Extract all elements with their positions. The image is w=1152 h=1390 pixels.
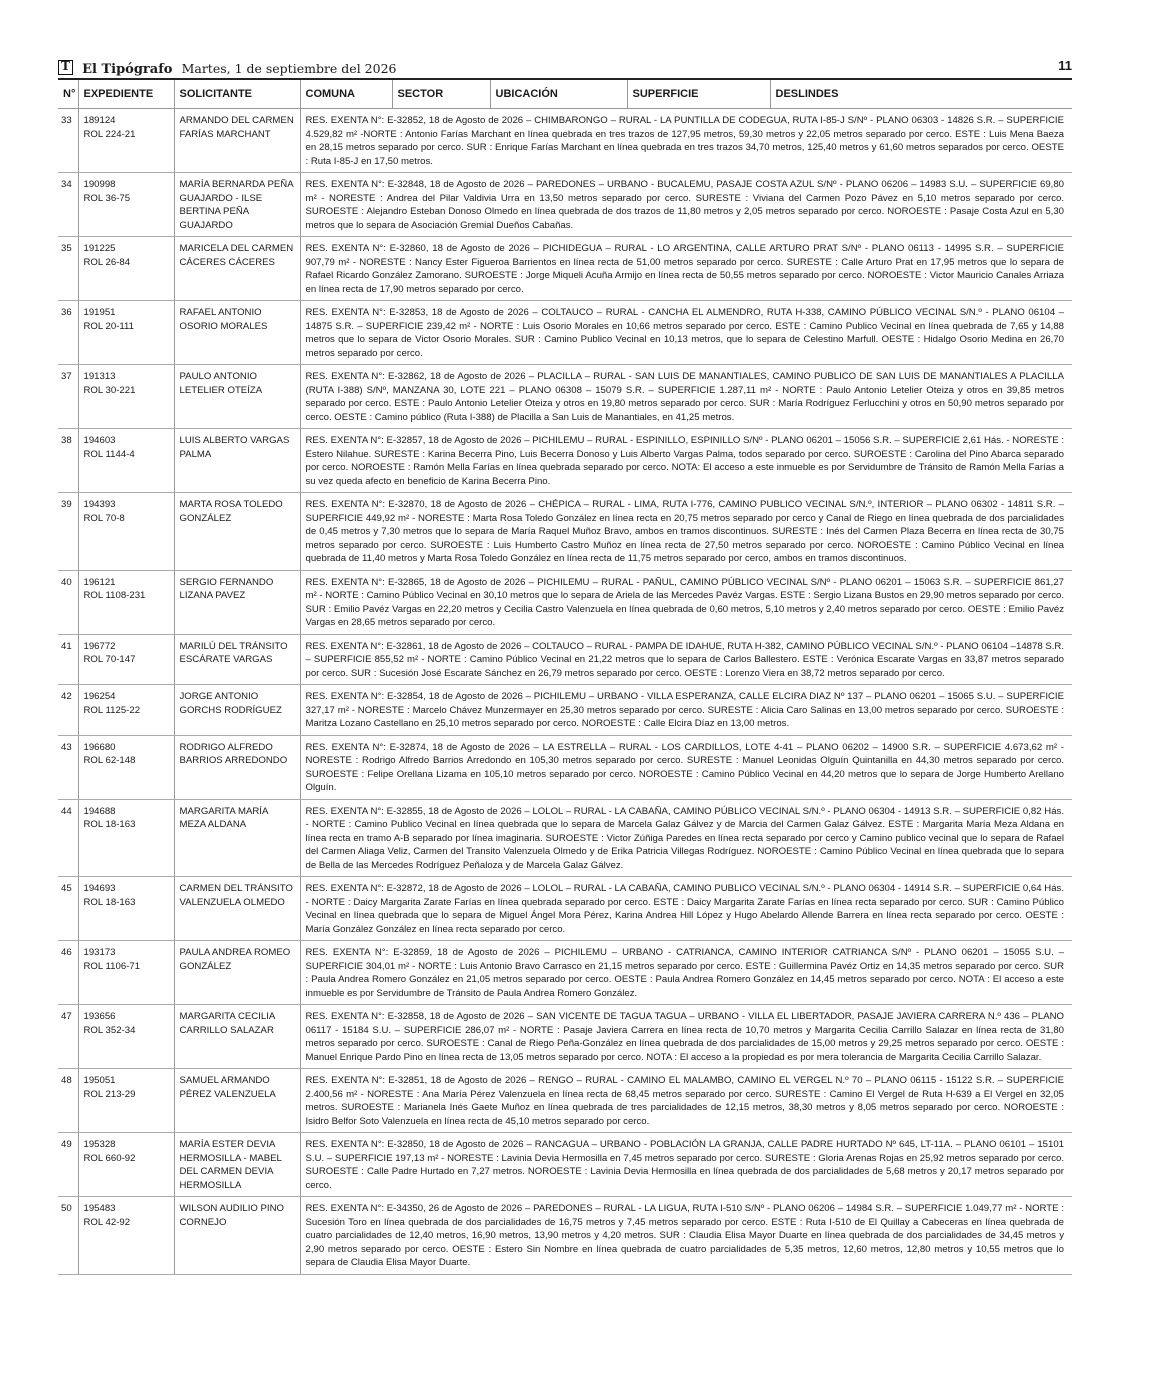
solicitante-cell: MARÍA ESTER DEVIA HERMOSILLA - MABEL DEL CARMEN DEVIA HERMOSILLA bbox=[174, 1133, 300, 1197]
table-row bbox=[58, 1133, 1072, 1197]
masthead bbox=[58, 58, 1072, 76]
expediente-cell bbox=[78, 685, 174, 736]
rol-number: ROL 660-92 bbox=[83, 1152, 136, 1164]
solicitante-cell: MARTA ROSA TOLEDO GONZÁLEZ bbox=[174, 493, 300, 571]
solicitante-cell: PAULO ANTONIO LETELIER OTEÍZA bbox=[174, 365, 300, 429]
row-number: 39 bbox=[58, 493, 78, 571]
deslindes-detail-cell: RES. EXENTA N°: E-32857, 18 de Agosto de 2026 – PICHILEMU – RURAL - ESPINILLO, ESPINILLO S/Nº - PLANO 06201 – 15056 S.R. – SUPERFICIE 2,61 Hás. - NORESTE : Estero Nilahue. SURESTE : Karina Becerra Pino, Luis Becerra Donoso y Luis Alberto Vargas Palma, todos separado por cerco. SUROESTE : Carolina del Pino Abarca separado por cerco. NOROESTE : Ramón Mella Farías en línea quebrada separado por cerco. NOTA: El acceso a este inmueble es por Servidumbre de Tránsito de Ramón Mella Farías a su vez queda afecto en beneficio de Karina Becerra Pino. bbox=[300, 429, 1072, 493]
deslindes-detail-cell: RES. EXENTA N°: E-32850, 18 de Agosto de 2026 – RANCAGUA – URBANO - POBLACIÓN LA GRANJA, CALLE PADRE HURTADO Nº 645, LT-11A. – PLANO 06101 – 15101 S.U. – SUPERFICIE 197,13 m² - NORESTE : Lavinia Devia Hermosilla en 7,45 metros separado por cerco. SURESTE : Gloria Arenas Rojas en 25,92 metros separado por cerco. SUROESTE : Calle Padre Hurtado en 7,27 metros. NOROESTE : Lavinia Devia Hermosilla en línea quebrada de dos parcialidades de 5,68 metros y 20,17 metros separado por cerco. bbox=[300, 1133, 1072, 1197]
deslindes-detail-cell: RES. EXENTA N°: E-32855, 18 de Agosto de 2026 – LOLOL – RURAL - LA CABAÑA, CAMINO PÚBLICO VECINAL S/N.º - PLANO 06304 - 14913 S.R. – SUPERFICIE 0,82 Hás. - NORTE : Camino Publico Vecinal en línea quebrada que lo separa de Marcela Galaz Gálvez y de Marcia del Carmen Galaz Gálvez. ESTE : Margarita María Meza Aldana en línea recta en tramo A-B separado por línea imaginaria. SUROESTE : Victor Zúñiga Paredes en línea recta separado por cerco y Camino publico vecinal que lo separa de Rafael del Carmen Aliaga Veliz, Carmen del Transito Valenzuela Olmedo y de Erika Patricia Villegas Rodríguez. NOROESTE : Camino Público Vecinal en línea quebrada que lo separa de Bella de las Mercedes Rodríguez Peñaloza y de Marcela Galaz Gálvez. bbox=[300, 799, 1072, 877]
expediente-cell bbox=[78, 365, 174, 429]
table-row bbox=[58, 493, 1072, 571]
solicitante-cell: JORGE ANTONIO GORCHS RODRÍGUEZ bbox=[174, 685, 300, 736]
table-row bbox=[58, 109, 1072, 173]
column-header-ubicacion: UBICACIÓN bbox=[490, 79, 627, 109]
solicitante-cell: MARILÚ DEL TRÁNSITO ESCÁRATE VARGAS bbox=[174, 634, 300, 685]
rol-number: ROL 1106-71 bbox=[83, 960, 141, 972]
solicitante-cell: PAULA ANDREA ROMEO GONZÁLEZ bbox=[174, 941, 300, 1005]
rol-number: ROL 20-111 bbox=[83, 320, 134, 332]
column-header-deslindes: DESLINDES bbox=[770, 79, 1072, 109]
expediente-number: 193173 bbox=[83, 947, 116, 958]
expediente-number: 194688 bbox=[83, 805, 116, 817]
solicitante-cell: LUIS ALBERTO VARGAS PALMA bbox=[174, 429, 300, 493]
deslindes-detail-cell: RES. EXENTA N°: E-32852, 18 de Agosto de 2026 – CHIMBARONGO – RURAL - LA PUNTILLA DE CODEGUA, RUTA I-85-J S/Nº - PLANO 06303 - 14826 S.R. – SUPERFICIE 4.529,82 m² -NORTE : Antonio Farías Marchant en línea quebrada en tres trazos de 127,95 metros, 59,30 metros y 22,05 metros separado por cerco. ESTE : Luis Mena Baeza en 28,15 metros separado por cerco. SUR : Enrique Farías Marchant en línea quebrada en tres trazos 34,70 metros, 125,40 metros y 61,60 metros separados por cerco. OESTE : Ruta I-85-J en 17,50 metros. bbox=[300, 109, 1072, 173]
rol-number: ROL 70-147 bbox=[83, 654, 136, 665]
table-row bbox=[58, 1005, 1072, 1069]
rol-number: ROL 213-29 bbox=[83, 1088, 136, 1100]
rol-number: ROL 18-163 bbox=[83, 819, 136, 830]
row-number: 47 bbox=[58, 1005, 78, 1069]
deslindes-detail-cell: RES. EXENTA N°: E-32872, 18 de Agosto de 2026 – LOLOL – RURAL - LA CABAÑA, CAMINO PUBLICO VECINAL S/N.º - PLANO 06304 - 14914 S.R. – SUPERFICIE 0,64 Hás. - NORTE : Daicy Margarita Zarate Farías en línea quebrada separado por cerco. ESTE : Daicy Margarita Zarate Farías en línea recta separado por cerco. SUR : Camino Público Vecinal en línea quebrada que lo separa de Miguel Ángel Mora Pérez, Karina Andrea Hill López y Hugo Abelardo Allende Barrera en línea recta separado por cerco. OESTE : María González González en línea recta separado por cerco. bbox=[300, 877, 1072, 941]
expediente-cell bbox=[78, 799, 174, 877]
table-row bbox=[58, 365, 1072, 429]
solicitante-cell: RAFAEL ANTONIO OSORIO MORALES bbox=[174, 301, 300, 365]
expediente-cell bbox=[78, 1197, 174, 1275]
row-number: 36 bbox=[58, 301, 78, 365]
expediente-cell bbox=[78, 1133, 174, 1197]
solicitante-cell: RODRIGO ALFREDO BARRIOS ARREDONDO bbox=[174, 735, 300, 799]
solicitante-cell: SAMUEL ARMANDO PÉREZ VALENZUELA bbox=[174, 1069, 300, 1133]
row-number: 33 bbox=[58, 109, 78, 173]
solicitante-cell: MARGARITA CECILIA CARRILLO SALAZAR bbox=[174, 1005, 300, 1069]
expediente-number: 191313 bbox=[83, 371, 116, 382]
expediente-number: 191225 bbox=[83, 243, 116, 254]
table-row bbox=[58, 301, 1072, 365]
expediente-cell bbox=[78, 735, 174, 799]
expediente-number: 194393 bbox=[83, 499, 116, 510]
expediente-cell bbox=[78, 634, 174, 685]
rol-number: ROL 30-221 bbox=[83, 384, 136, 396]
expediente-cell bbox=[78, 877, 174, 941]
table-row bbox=[58, 941, 1072, 1005]
table-row bbox=[58, 634, 1072, 685]
row-number: 40 bbox=[58, 570, 78, 634]
row-number: 42 bbox=[58, 685, 78, 736]
rol-number: ROL 42-92 bbox=[83, 1216, 131, 1228]
expediente-number: 195051 bbox=[83, 1075, 116, 1086]
expediente-cell bbox=[78, 301, 174, 365]
row-number: 49 bbox=[58, 1133, 78, 1197]
row-number: 48 bbox=[58, 1069, 78, 1133]
page-number: 11 bbox=[1058, 58, 1072, 73]
deslindes-detail-cell: RES. EXENTA N°: E-34350, 26 de Agosto de 2026 – PAREDONES – RURAL - LA LIGUA, RUTA I-510 S/Nº - PLANO 06206 – 14984 S.R. – SUPERFICIE 1.049,77 m² - NORTE : Sucesión Toro en línea quebrada de dos parcialidades de 16,75 metros y 7,45 metros separado por cerco. ESTE : Ruta I-510 de El Quillay a Cabeceras en línea quebrada de cuatro parcialidades de 12,40 metros, 16,90 metros, 13,90 metros y 4,20 metros. SUR : Claudia Elisa Mayor Duarte en línea quebrada de dos parcialidades de 34,45 metros y 2,90 metros separado por cerco. OESTE : Estero Sin Nombre en línea quebrada de cuatro parcialidades de 5,35 metros, 12,60 metros, 12,80 metros y 10,55 metros que lo separa de Claudia Elisa Mayor Duarte. bbox=[300, 1197, 1072, 1275]
expediente-cell bbox=[78, 1069, 174, 1133]
expediente-number: 190998 bbox=[83, 179, 116, 190]
table-row bbox=[58, 173, 1072, 237]
column-header-expediente: EXPEDIENTE bbox=[78, 79, 174, 109]
row-number: 50 bbox=[58, 1197, 78, 1275]
row-number: 35 bbox=[58, 237, 78, 301]
expediente-cell bbox=[78, 429, 174, 493]
solicitante-cell: CARMEN DEL TRÁNSITO VALENZUELA OLMEDO bbox=[174, 877, 300, 941]
rol-number: ROL 1144-4 bbox=[83, 448, 135, 460]
rol-number: ROL 36-75 bbox=[83, 192, 131, 204]
solicitante-cell: WILSON AUDILIO PINO CORNEJO bbox=[174, 1197, 300, 1275]
expediente-number: 195483 bbox=[83, 1203, 116, 1214]
table-row bbox=[58, 429, 1072, 493]
deslindes-detail-cell: RES. EXENTA N°: E-32862, 18 de Agosto de 2026 – PLACILLA – RURAL - SAN LUIS DE MANANTIALES, CAMINO PUBLICO DE SAN LUIS DE MANANTIALES A PLACILLA (RUTA I-388) S/Nº, MANZANA 30, LOTE 221 – PLANO 06308 – 15079 S.R. – SUPERFICIE 1.287,11 m² - NORTE : Paulo Antonio Letelier Oteiza y otros en 39,85 metros separado por cerco. ESTE : Paulo Antonio Letelier Oteiza y otros en 19,80 metros separado por cerco. SUR : María Rodríguez Ferlucchini y otros en 50,90 metros separado por cerco. OESTE : Camino público (Ruta I-388) de Placilla a San Luis de Manantiales, en 41,25 metros. bbox=[300, 365, 1072, 429]
expediente-cell bbox=[78, 237, 174, 301]
rol-number: ROL 26-84 bbox=[83, 256, 131, 268]
deslindes-detail-cell: RES. EXENTA N°: E-32858, 18 de Agosto de 2026 – SAN VICENTE DE TAGUA TAGUA – URBANO - VILLA EL LIBERTADOR, PASAJE JAVIERA CARRERA N.º 436 – PLANO 06117 - 15184 S.U. – SUPERFICIE 286,07 m² - NORTE : Pasaje Javiera Carrera en línea recta de 10,70 metros y Margarita Cecilia Carrillo Salazar en línea recta de 31,80 metros separado por cerco. SUROESTE : Canal de Riego Peña-González en línea quebrada de dos parcialidades de 15,00 metros y 29,25 metros separado por cerco. OESTE : Manuel Enrique Pardo Pino en línea recta de 13,05 metros separado por cerco. NOTA : El acceso a la propiedad es por mera tolerancia de Margarita Cecilia Carrillo Salazar. bbox=[300, 1005, 1072, 1069]
expediente-cell bbox=[78, 493, 174, 571]
row-number: 34 bbox=[58, 173, 78, 237]
rol-number: ROL 224-21 bbox=[83, 128, 136, 140]
expediente-cell bbox=[78, 570, 174, 634]
deslindes-detail-cell: RES. EXENTA N°: E-32853, 18 de Agosto de 2026 – COLTAUCO – RURAL - CANCHA EL ALMENDRO, RUTA H-338, CAMINO PÚBLICO VECINAL S/N.º - PLANO 06104 – 14875 S.R. – SUPERFICIE 239,42 m² - NORTE : Luis Osorio Morales en 10,66 metros separado por cerco. ESTE : Camino Publico Vecinal en línea quebrada de 7,65 y 14,88 metros que lo separa de Victor Osorio Morales. SUR : Camino Publico Vecinal en 10,13 metros, que lo separa de Celestino Marfull. OESTE : Hidalgo Osorio Medina en 26,70 metros separado por cerco. bbox=[300, 301, 1072, 365]
deslindes-detail-cell: RES. EXENTA N°: E-32859, 18 de Agosto de 2026 – PICHILEMU – URBANO - CATRIANCA, CAMINO INTERIOR CATRIANCA S/Nº - PLANO 06201 – 15055 S.U. – SUPERFICIE 304,01 m² - NORTE : Luis Antonio Bravo Carrasco en 21,15 metros separado por cerco. ESTE : Guillermina Pavéz Ortiz en 14,35 metros separado por cerco. SUR : Paula Andrea Romero González en 21,05 metros separado por cerco. OESTE : Paula Andrea Romero González en 14,45 metros separado por cerco. NOTA : El acceso a este inmueble es por Servidumbre de Tránsito de Paula Andrea Romero González. bbox=[300, 941, 1072, 1005]
table-row bbox=[58, 1069, 1072, 1133]
expediente-number: 196680 bbox=[83, 741, 116, 753]
expediente-cell bbox=[78, 1005, 174, 1069]
solicitante-cell: MARGARITA MARÍA MEZA ALDANA bbox=[174, 799, 300, 877]
table-row bbox=[58, 1197, 1072, 1275]
table-row bbox=[58, 877, 1072, 941]
expediente-number: 195328 bbox=[83, 1139, 116, 1150]
deslindes-detail-cell: RES. EXENTA N°: E-32854, 18 de Agosto de 2026 – PICHILEMU – URBANO - VILLA ESPERANZA, CALLE ELCIRA DIAZ Nº 137 – PLANO 06201 – 15065 S.U. – SUPERFICIE 327,17 m² - NORESTE : Marcelo Chávez Munzermayer en 25,30 metros separado por cerco. SURESTE : Alicia Caro Salinas en 13,00 metros separado por cerco. SUROESTE : Maritza Lozano Castellano en 25,10 metros separado por cerco. NOROESTE : Calle Elcira Díaz en 13,00 metros. bbox=[300, 685, 1072, 736]
deslindes-detail-cell: RES. EXENTA N°: E-32861, 18 de Agosto de 2026 – COLTAUCO – RURAL - PAMPA DE IDAHUE, RUTA H-382, CAMINO PÚBLICO VECINAL S/N.º - PLANO 06104 –14878 S.R. – SUPERFICIE 855,52 m² - NORTE : Camino Público Vecinal en 21,22 metros que lo separa de Carlos Ballestero. ESTE : Verónica Escarate Vargas en 33,87 metros separado por cerco. SUR : Sucesión José Escarate Sánchez en 26,79 metros separado por cerco. OESTE : Lorenzo Viera en 38,72 metros separado por cerco. bbox=[300, 634, 1072, 685]
table-row bbox=[58, 570, 1072, 634]
table-body bbox=[58, 109, 1072, 1275]
deslindes-detail-cell: RES. EXENTA N°: E-32874, 18 de Agosto de 2026 – LA ESTRELLA – RURAL - LOS CARDILLOS, LOTE 4-41 – PLANO 06202 – 14900 S.R. – SUPERFICIE 4.673,62 m² - NORESTE : Rodrigo Alfredo Barrios Arredondo en 105,30 metros separado por cerco. SURESTE : Manuel Leonidas Olguín Quintanilla en 44,30 metros separado por cerco. SUROESTE : Felipe Orellana Lizama en 105,10 metros separado por cerco. NOROESTE : Camino Público Vecinal en 44,20 metros que lo separa de Jorge Humberto Arellano Olguín. bbox=[300, 735, 1072, 799]
expediente-number: 193656 bbox=[83, 1011, 116, 1022]
expediente-cell bbox=[78, 173, 174, 237]
expediente-number: 194603 bbox=[83, 435, 116, 446]
newspaper-logo-icon: T bbox=[58, 60, 73, 75]
expediente-number: 191951 bbox=[83, 307, 116, 318]
row-number: 43 bbox=[58, 735, 78, 799]
expediente-cell bbox=[78, 109, 174, 173]
rol-number: ROL 1108-231 bbox=[83, 590, 146, 601]
deslindes-detail-cell: RES. EXENTA N°: E-32851, 18 de Agosto de 2026 – RENGO – RURAL - CAMINO EL MALAMBO, CAMINO EL VERGEL N.º 70 – PLANO 06115 - 15122 S.R. – SUPERFICIE 2.400,56 m² - NORESTE : Ana María Pérez Valenzuela en línea recta de 68,45 metros separado por cerco. SURESTE : Camino El Vergel de Ruta H-639 a El Vergel en 32,05 metros. SUROESTE : Marianela Inés Gaete Muñoz en línea quebrada de tres parcialidades de 12,15 metros, 38,30 metros y 8,05 metros separado por cerco. NOROESTE : Isidro Belfor Soto Valenzuela en línea recta de 45,10 metros separado por cerco. bbox=[300, 1069, 1072, 1133]
expediente-number: 189124 bbox=[83, 115, 116, 126]
table-row bbox=[58, 735, 1072, 799]
table-row bbox=[58, 799, 1072, 877]
column-header-comuna: COMUNA bbox=[300, 79, 392, 109]
row-number: 37 bbox=[58, 365, 78, 429]
column-header-sector: SECTOR bbox=[392, 79, 490, 109]
expediente-number: 194693 bbox=[83, 883, 116, 894]
column-header-superficie: SUPERFICIE bbox=[627, 79, 770, 109]
solicitante-cell: ARMANDO DEL CARMEN FARÍAS MARCHANT bbox=[174, 109, 300, 173]
deslindes-detail-cell: RES. EXENTA N°: E-32870, 18 de Agosto de 2026 – CHÉPICA – RURAL - LIMA, RUTA I-776, CAMINO PUBLICO VECINAL S/N.º, INTERIOR – PLANO 06302 - 14811 S.R. – SUPERFICIE 449,92 m² - NORESTE : Marta Rosa Toledo González en línea recta en 20,75 metros separado por cerco y Canal de Riego en línea quebrada de dos parcialidades de 0,45 metros y 7,30 metros que lo separa de María Raquel Muñoz Bravo, ambos en tramos discontinuos. SURESTE : Inés del Carmen Plaza Becerra en línea recta de 30,75 metros separado por cerco. SUROESTE : Luis Humberto Castro Muñoz en línea recta de 27,50 metros separado por cerco. NOROESTE : Camino Público Vecinal en línea quebrada de 11,40 metros y Marta Rosa Toledo González en línea recta de 11,75 metros separado por cerco, ambos en tramos discontinuos. bbox=[300, 493, 1072, 571]
table-row bbox=[58, 685, 1072, 736]
column-header-numero: N° bbox=[58, 79, 78, 109]
issue-date: Martes, 1 de septiembre del 2026 bbox=[181, 61, 397, 76]
rol-number: ROL 62-148 bbox=[83, 755, 136, 766]
expediente-number: 196254 bbox=[83, 691, 116, 702]
newspaper-name: El Tipógrafo bbox=[82, 62, 173, 77]
row-number: 45 bbox=[58, 877, 78, 941]
rol-number: ROL 352-34 bbox=[83, 1024, 136, 1036]
solicitante-cell: MARÍA BERNARDA PEÑA GUAJARDO - ILSE BERTINA PEÑA GUAJARDO bbox=[174, 173, 300, 237]
column-header-solicitante: SOLICITANTE bbox=[174, 79, 300, 109]
deslindes-detail-cell: RES. EXENTA N°: E-32865, 18 de Agosto de 2026 – PICHILEMU – RURAL - PAÑUL, CAMINO PÚBLICO VECINAL S/Nº - PLANO 06201 – 15063 S.R. – SUPERFICIE 861,27 m² - NORTE : Camino Público Vecinal en 30,10 metros que lo separa de Ariela de las Mercedes Pavéz Vargas. ESTE : Sergio Lizana Bustos en 29,90 metros separado por cerco. SUR : Emilio Pavéz Vargas en 22,20 metros y Cecilia Castro Valenzuela en línea quebrada de 0,60 metros, 5,10 metros y 2,40 metros separado por cerco. OESTE : Emilio Pavéz Vargas en 28,65 metros separado por cerco. bbox=[300, 570, 1072, 634]
deslindes-detail-cell: RES. EXENTA N°: E-32848, 18 de Agosto de 2026 – PAREDONES – URBANO - BUCALEMU, PASAJE COSTA AZUL S/Nº - PLANO 06206 – 14983 S.U. – SUPERFICIE 69,80 m² - NORESTE : Andrea del Pilar Valdivia Urra en 13,50 metros separado por cerco. SURESTE : Viviana del Carmen Pozo Pávez en 5,10 metros separado por cerco. SUROESTE : Alejandro Esteban Donoso Olmedo en línea quebrada de dos trazos de 11,80 metros y 2,05 metros separado por cerco. NOROESTE : Pasaje Costa Azul en 5,30 metros que lo separa de Asociación Gremial Dueños Cabañas. bbox=[300, 173, 1072, 237]
rol-number: ROL 18-163 bbox=[83, 896, 136, 908]
notice-table bbox=[58, 78, 1072, 1275]
row-number: 38 bbox=[58, 429, 78, 493]
expediente-number: 196121 bbox=[83, 576, 116, 588]
expediente-cell bbox=[78, 941, 174, 1005]
solicitante-cell: MARICELA DEL CARMEN CÁCERES CÁCERES bbox=[174, 237, 300, 301]
row-number: 41 bbox=[58, 634, 78, 685]
rol-number: ROL 1125-22 bbox=[83, 704, 141, 716]
deslindes-detail-cell: RES. EXENTA N°: E-32860, 18 de Agosto de 2026 – PICHIDEGUA – RURAL - LO ARGENTINA, CALLE ARTURO PRAT S/Nº - PLANO 06113 - 14995 S.R. – SUPERFICIE 907,79 m² - NORESTE : Nancy Ester Figueroa Barrientos en línea recta de 51,00 metros separado por cerco. SURESTE : Calle Arturo Prat en 17,95 metros que lo separa de Rafael Ricardo González Zamorano. SUROESTE : Jorge Miqueli Acuña Armijo en línea recta de 50,55 metros separado por cerco. NOROESTE : Victor Mauricio Canales Arriaza en línea recta de 17,90 metros separado por cerco. bbox=[300, 237, 1072, 301]
row-number: 44 bbox=[58, 799, 78, 877]
solicitante-cell: SERGIO FERNANDO LIZANA PAVEZ bbox=[174, 570, 300, 634]
expediente-number: 196772 bbox=[83, 640, 116, 652]
table-row bbox=[58, 237, 1072, 301]
table-header-row bbox=[58, 79, 1072, 109]
row-number: 46 bbox=[58, 941, 78, 1005]
rol-number: ROL 70-8 bbox=[83, 512, 125, 524]
